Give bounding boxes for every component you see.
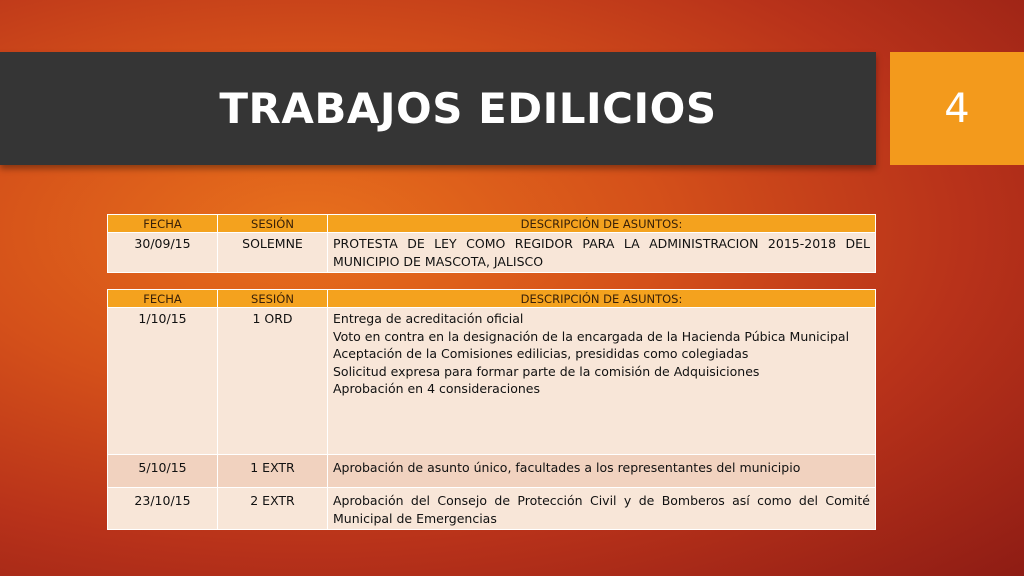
cell-descripcion: Aprobación de asunto único, facultades a los representantes del municipio — [328, 455, 876, 488]
description-line: Voto en contra en la designación de la encargada de la Hacienda Púbica Municipal — [333, 328, 850, 344]
title-bar — [0, 52, 876, 165]
cell-fecha: 23/10/15 — [108, 488, 218, 530]
cell-fecha: 5/10/15 — [108, 455, 218, 488]
description-line: Solicitud expresa para formar parte de la comisión de Adquisiciones — [333, 363, 760, 379]
table-row — [108, 488, 876, 530]
header-sesion: SESIÓN — [218, 215, 328, 233]
cell-sesion: 2 EXTR — [218, 488, 328, 530]
cell-fecha: 30/09/15 — [108, 233, 218, 273]
description-line: Entrega de acreditación oficial — [333, 311, 524, 326]
slide-number: 4 — [890, 52, 1024, 165]
header-sesion: SESIÓN — [218, 290, 328, 308]
table-row — [108, 233, 876, 273]
table-row — [108, 308, 876, 455]
cell-descripcion: PROTESTA DE LEY COMO REGIDOR PARA LA ADMINISTRACION 2015-2018 DEL MUNICIPIO DE MASCOTA, JALISCO — [328, 233, 876, 273]
table-header-row — [108, 215, 876, 233]
header-fecha: FECHA — [108, 290, 218, 308]
header-fecha: FECHA — [108, 215, 218, 233]
sessions-table-1 — [107, 214, 876, 273]
table-row — [108, 455, 876, 488]
header-descripcion: DESCRIPCIÓN DE ASUNTOS: — [328, 215, 876, 233]
sessions-table-2 — [107, 289, 876, 530]
cell-sesion: 1 ORD — [218, 308, 328, 455]
table-header-row — [108, 290, 876, 308]
page-title: TRABAJOS EDILICIOS — [219, 84, 717, 133]
cell-fecha: 1/10/15 — [108, 308, 218, 455]
cell-sesion: SOLEMNE — [218, 233, 328, 273]
cell-sesion: 1 EXTR — [218, 455, 328, 488]
description-line: Aceptación de la Comisiones edilicias, presididas como colegiadas — [333, 346, 749, 361]
cell-descripcion: Aprobación del Consejo de Protección Civil y de Bomberos así como del Comité Municipal de Emergencias — [328, 488, 876, 530]
description-line: Aprobación en 4 consideraciones — [333, 381, 540, 396]
header-descripcion: DESCRIPCIÓN DE ASUNTOS: — [328, 290, 876, 308]
cell-descripcion — [328, 308, 876, 455]
